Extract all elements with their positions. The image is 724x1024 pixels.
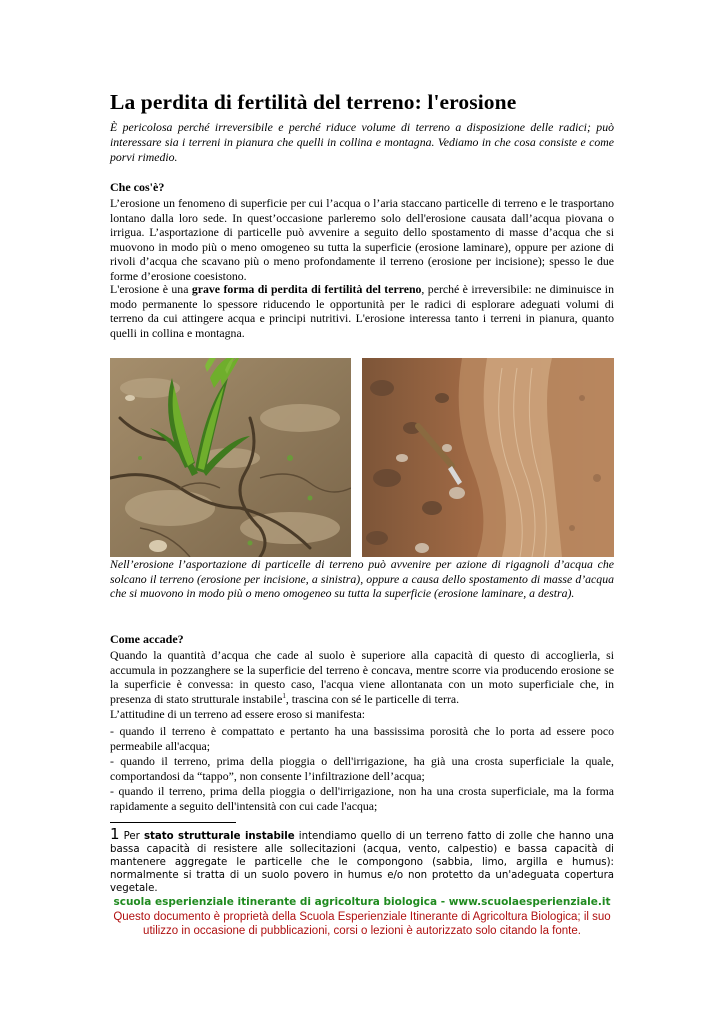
footnote-divider [110, 822, 236, 823]
photo-erosion-incision [110, 358, 351, 557]
section-heading-che-cose: Che cos'è? [110, 180, 165, 194]
bullet-item-3: - quando il terreno, prima della pioggia o dell'irrigazione, non ha una crosta superficiale, ma la forma rapidamente a seguito dell'intensità con cui cade l'acqua; [110, 784, 614, 813]
section2-paragraph-2: L’attitudine di un terreno ad essere eroso si manifesta: [110, 707, 366, 721]
photo-caption: Nell’erosione l’asportazione di particelle di terreno può avvenire per azione di rigagnoli d’acqua che solcano il terreno (erosione per incisione, a sinistra), oppure a causa dello spostamento di masse d’acqua che si muovono in modo più o meno omogeneo su tutta la superficie (erosione laminare, a destra). [110, 557, 614, 600]
footnote: 1 Per stato strutturale instabile intendiamo quello di un terreno fatto di zolle che hanno una bassa capacità di resistere alle sollecitazioni (acqua, vento, calpestio) e bassa capacità di mantenere aggregate le particelle che le compongono (sabbia, limo, argilla e humus): normalmente si tratta di un suolo povero in humus e/o non protetto da un'adeguata copertura vegetale. [110, 825, 615, 894]
photo-erosion-laminar [362, 358, 614, 557]
footnote-ref[interactable]: 1 [282, 691, 286, 700]
bullet-item-1: - quando il terreno è compattato e pertanto ha una bassissima porosità che lo porta ad essere poco permeabile all'acqua; [110, 724, 614, 753]
bullet-item-2: - quando il terreno, prima della pioggia o dell'irrigazione, ha già una crosta superficiale la quale, comportandosi da “tappo”, non consente l’infiltrazione dell’acqua; [110, 754, 614, 783]
page-title: La perdita di fertilità del terreno: l'erosione [110, 90, 517, 114]
footnote-number: 1 [110, 825, 120, 843]
section1-paragraph-2: L'erosione è una grave forma di perdita di fertilità del terreno, perché è irreversibile: ne diminuisce in modo permanente lo spessore riducendo le opportunità per le radici di esplorare adeguati volumi di terreno da cui attingere acqua e principi nutritivi. L'erosione interessa tanto i terreni in pianura, quanto quelli in collina e montagna. [110, 282, 614, 340]
section1-paragraph-1: L’erosione un fenomeno di superficie per cui l’acqua o l’aria staccano particelle di terreno e le trasportano lontano dalla loro sede. In quest’occasione parleremo solo dell'erosione causata dall’acqua piovana o irrigua. L’asportazione di particelle può avvenire a seguito dello spostamento di masse d’acqua che si muovono in modo più o meno omogeneo su tutta la superficie (erosione laminare), oppure per azione di rivoli d’acqua che scavano più o meno profondamente il terreno (erosione per incisione); spesso le due forme d’erosione coesistono. [110, 196, 614, 283]
footer-school-line: scuola esperienziale itinerante di agricoltura biologica - www.scuolaesperienziale.it [113, 896, 611, 908]
bold-phrase: grave forma di perdita di fertilità del terreno [191, 282, 422, 296]
section-heading-come-accade: Come accade? [110, 632, 184, 646]
section2-paragraph-1: Quando la quantità d’acqua che cade al suolo è superiore alla capacità di questo di accoglierla, si accumula in pozzanghere se la superficie del terreno è concava, mentre scorre via producendo erosione se la superficie è convessa: in questo caso, l'acqua viene allontanata con un moto superficiale che, in presenza di stato strutturale instabile$^1$, trascina con sé le particelle di terra. [110, 648, 614, 706]
footer-copyright-notice: Questo documento è proprietà della Scuola Esperienziale Itinerante di Agricoltura Biologica; il suo utilizzo in occasione di pubblicazioni, corsi o lezioni è autorizzato solo citando la fonte. [113, 911, 611, 937]
intro-paragraph: È pericolosa perché irreversibile e perché riduce volume di terreno a disposizione delle radici; può interessare sia i terreni in pianura che quelli in collina e montagna. Vediamo in che cosa consiste e come porvi rimedio. [110, 120, 614, 164]
